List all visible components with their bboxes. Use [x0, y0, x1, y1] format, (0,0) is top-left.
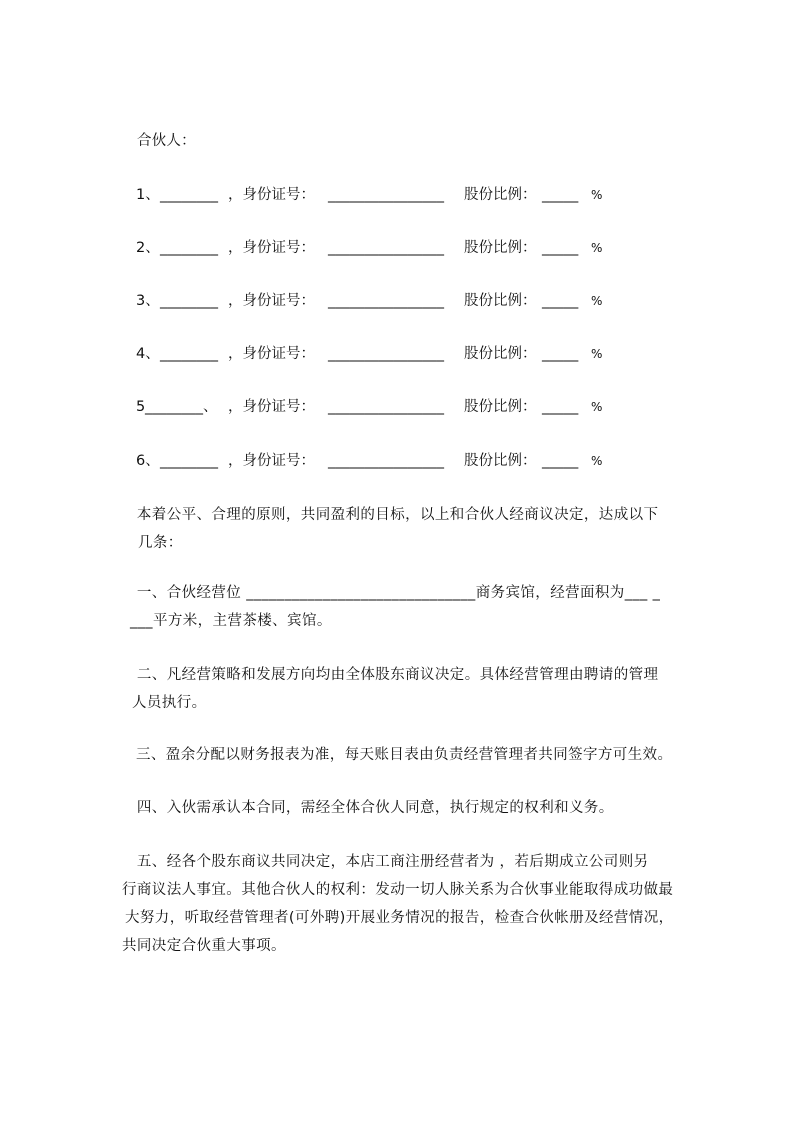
clause-5-line-2: 行商议法人事宜。其他合伙人的权利：发动一切人脉关系为合伙事业能取得成功做最 [122, 882, 674, 898]
clause-5 [122, 848, 707, 960]
share-label: 股份比例： [464, 399, 537, 415]
id-number-blank: ________________ [328, 453, 444, 469]
clause-4 [122, 794, 707, 822]
partner-row-3 [136, 290, 603, 312]
share-blank: _____ [542, 293, 579, 309]
partner-row-6 [136, 450, 603, 472]
id-label: ，身份证号： [228, 346, 315, 362]
partner-number: 3、 [136, 293, 160, 309]
partners-heading: 合伙人： [137, 133, 196, 149]
partner-name-blank: ________ [160, 187, 218, 203]
id-label: ，身份证号： [228, 187, 315, 203]
partner-name-blank: ________、 [145, 399, 218, 415]
partner-number: 5 [136, 399, 146, 415]
id-label: ，身份证号： [228, 240, 315, 256]
id-number-blank: ________________ [328, 399, 444, 415]
partner-row-4 [136, 343, 603, 365]
partner-number: 6、 [136, 453, 160, 469]
intro-line-1: 本着公平、合理的原则，共同盈利的目标，以上和合伙人经商议决定，达成以下 [122, 507, 659, 523]
share-label: 股份比例： [464, 346, 537, 362]
id-number-blank: ________________ [328, 187, 444, 203]
partner-row-2 [136, 237, 603, 259]
partner-row-5 [136, 396, 603, 418]
clause-1 [122, 579, 707, 635]
partner-name-blank: ________ [160, 453, 218, 469]
clause-5-line-3: 大努力，听取经营管理者(可外聘)开展业务情况的报告，检查合伙帐册及经营情况， [125, 910, 674, 926]
percent-sign: % [591, 454, 603, 468]
partner-number: 2、 [136, 240, 160, 256]
clause-1-line-1: 一、合伙经营位 ______________________________商务宾馆，经营面积为___ _ [122, 585, 661, 601]
partner-name-blank: ________ [160, 293, 218, 309]
clause-3-line-1: 三、盈余分配以财务报表为准，每天账目表由负责经营管理者共同签字方可生效。 [136, 747, 673, 763]
percent-sign: % [591, 188, 603, 202]
id-label: ，身份证号： [228, 399, 315, 415]
partner-name-blank: ________ [160, 346, 218, 362]
id-number-blank: ________________ [328, 346, 444, 362]
share-label: 股份比例： [464, 240, 537, 256]
share-label: 股份比例： [464, 293, 537, 309]
partner-number: 1、 [136, 187, 160, 203]
partner-row-1 [136, 184, 603, 206]
share-blank: _____ [542, 346, 579, 362]
clause-5-line-1: 五、经各个股东商议共同决定，本店工商注册经营者为 ，若后期成立公司则另 [122, 854, 649, 870]
id-number-blank: ________________ [328, 293, 444, 309]
share-blank: _____ [542, 453, 579, 469]
clause-5-line-4: 共同决定合伙重大事项。 [122, 938, 286, 954]
clause-3 [136, 741, 721, 769]
share-blank: _____ [542, 240, 579, 256]
share-label: 股份比例： [464, 453, 537, 469]
clause-1-line-2: ___平方米，主营茶楼、宾馆。 [130, 613, 332, 629]
percent-sign: % [591, 347, 603, 361]
id-label: ，身份证号： [228, 453, 315, 469]
partner-name-blank: ________ [160, 240, 218, 256]
intro-line-2: 几条： [138, 535, 183, 551]
percent-sign: % [591, 241, 603, 255]
share-label: 股份比例： [464, 187, 537, 203]
id-number-blank: ________________ [328, 240, 444, 256]
clause-2-line-2: 人员执行。 [132, 695, 207, 711]
clause-2 [122, 661, 707, 717]
partner-number: 4、 [136, 346, 160, 362]
clause-4-line-1: 四、入伙需承认本合同，需经全体合伙人同意，执行规定的权利和义务。 [122, 800, 614, 816]
intro-paragraph [122, 501, 707, 557]
share-blank: _____ [542, 187, 579, 203]
share-blank: _____ [542, 399, 579, 415]
percent-sign: % [591, 294, 603, 308]
percent-sign: % [591, 400, 603, 414]
id-label: ，身份证号： [228, 293, 315, 309]
clause-2-line-1: 二、凡经营策略和发展方向均由全体股东商议决定。具体经营管理由聘请的管理 [122, 667, 659, 683]
